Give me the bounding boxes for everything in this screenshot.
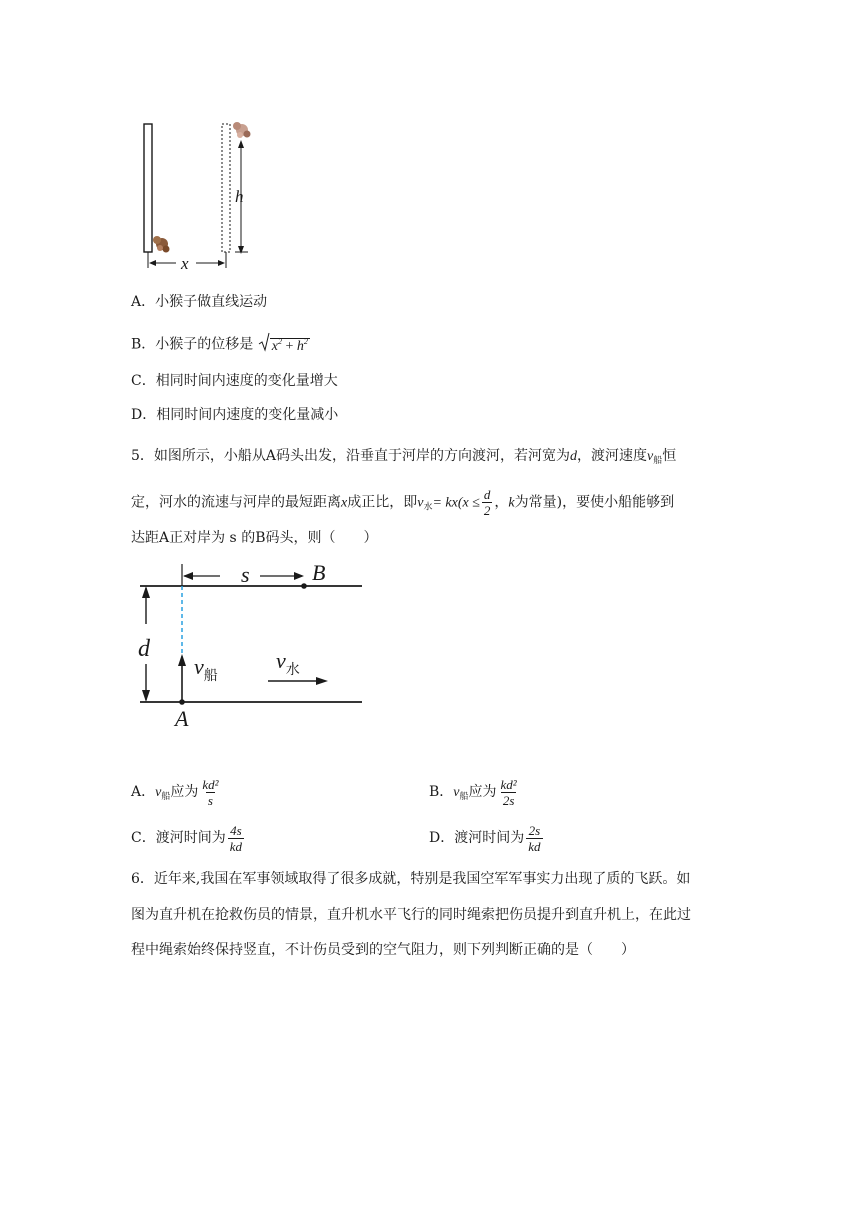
q4-option-c: C．相同时间内速度的变化量增大 (131, 373, 338, 389)
q5-line2-text-c: ， (494, 494, 509, 511)
q4-option-b-prefix: B．小猴子的位移是 (131, 336, 254, 353)
monkey-bottom-icon (153, 236, 170, 253)
q5-opt-a-prefix: A． (131, 784, 156, 800)
frac-den: 2 (483, 503, 491, 518)
q5-line2-v: v (417, 495, 424, 511)
frac-den: kd (229, 838, 242, 854)
q5-line-3: 达距A正对岸为 s 的B码头，则（ ） (131, 530, 378, 546)
q5-line1-text-b: ，渡河速度 (577, 448, 648, 464)
s-label: s (241, 562, 250, 587)
v-water-label: $v_水$ (276, 648, 300, 678)
q5-option-d (429, 820, 545, 856)
sqrt-plus: + (285, 339, 294, 354)
q5-line2-eq: = kx(x ≤ (432, 495, 480, 511)
point-a (179, 699, 185, 705)
q5-opt-a-v: v (155, 785, 162, 800)
frac-num: 2s (528, 822, 541, 838)
sqrt-h-exp: 2 (303, 337, 308, 346)
q6-line-2: 图为直升机在抢救伤员的情景，直升机水平飞行的同时绳索把伤员提升到直升机上，在此过 (131, 907, 691, 923)
q5-line2-fraction (482, 487, 493, 518)
sqrt-expression (258, 332, 310, 357)
q6-line-1: 6．近年来,我国在军事领域取得了很多成就，特别是我国空军军事实力出现了质的飞跃。如 (131, 871, 691, 887)
sqrt-h: h (296, 339, 304, 354)
q5-opt-b-mid: 应为 (468, 784, 497, 800)
frac-num: kd² (202, 776, 219, 792)
right-pole-dashed (222, 124, 230, 252)
q5-line1-v: v (647, 449, 654, 464)
q6-line-3: 程中绳索始终保持竖直，不计伤员受到的空气阻力，则下列判断正确的是（ ） (131, 942, 635, 958)
q5-opt-a-vsub: 船 (161, 792, 171, 802)
q5-line1-vsub: 船 (653, 456, 663, 466)
q5-option-b (429, 774, 521, 815)
q4-option-b (131, 332, 310, 357)
x-label: x (181, 254, 189, 273)
a-label: A (175, 706, 189, 731)
q5-opt-a-mid: 应为 (170, 784, 199, 800)
q5-line2-text-d: 为常量)，要使小船能够到 (514, 494, 675, 511)
q5-opt-b-vsub: 船 (459, 792, 469, 802)
q5-opt-c-fraction (228, 823, 244, 854)
q5-line2-vsub: 水 (423, 502, 433, 513)
sqrt-sign (258, 332, 270, 352)
point-b (301, 583, 307, 589)
q5-opt-c-prefix: C．渡河时间为 (131, 830, 226, 846)
q5-option-c (131, 820, 246, 856)
b-label: B (312, 560, 326, 585)
frac-den: kd (528, 838, 541, 854)
q5-opt-d-prefix: D．渡河时间为 (429, 830, 525, 846)
q5-option-a (131, 774, 223, 815)
q5-line1-text-c: 恒 (662, 448, 677, 464)
q5-line1-text-a: 5．如图所示，小船从A码头出发，沿垂直于河岸的方向渡河，若河宽为 (131, 448, 571, 464)
frac-den: s (207, 792, 213, 808)
q5-line-1 (131, 446, 676, 471)
river-crossing-figure (136, 560, 368, 732)
monkey-pole-figure (136, 118, 266, 273)
sqrt-x-exp: 2 (277, 337, 282, 346)
q5-opt-b-v: v (453, 785, 460, 800)
q5-line2-k: k (508, 495, 515, 511)
sqrt-x: x (271, 339, 278, 354)
q5-line-2 (131, 487, 674, 518)
d-label: d (138, 636, 150, 662)
frac-num: 4s (230, 822, 242, 838)
q4-option-d: D．相同时间内速度的变化量减小 (131, 407, 339, 423)
left-pole (144, 124, 152, 252)
frac-num: kd² (500, 776, 517, 792)
q5-line2-text-a: 定，河水的流速与河岸的最短距离 (131, 494, 341, 511)
frac-den: 2s (502, 792, 515, 808)
v-boat-label: $v_船$ (194, 654, 218, 684)
q5-line1-d: d (570, 449, 578, 464)
q4-option-a: A．小猴子做直线运动 (131, 294, 268, 310)
monkey-top-icon (233, 122, 251, 138)
q5-line2-x: x (341, 495, 348, 511)
q5-opt-b-fraction (499, 777, 519, 808)
q5-opt-b-prefix: B． (429, 784, 454, 800)
q5-opt-a-fraction (200, 777, 220, 808)
frac-num: d (483, 487, 491, 502)
q5-opt-d-fraction (526, 823, 542, 854)
q5-line2-text-b: 成正比，即 (347, 494, 418, 511)
h-label: h (235, 187, 244, 206)
